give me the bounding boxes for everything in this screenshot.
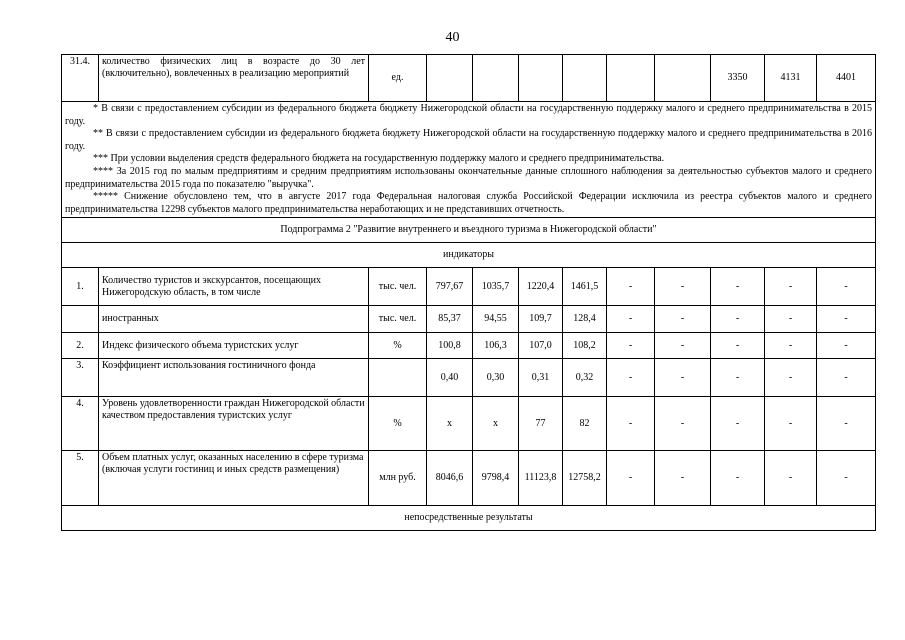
row-value: - [607,306,655,333]
row-value: - [711,268,765,306]
row-value: - [711,451,765,506]
footnote: **** За 2015 год по малым предприятиям и средним предприятиям использованы окончательные данные сплошного наблюдения за деятельностью субъектов малого и среднего предпринимательства 2015 года по показателю "выручка". [65,165,872,190]
row-unit [369,359,427,397]
row-value: - [817,333,876,359]
row-value: 4401 [817,55,876,102]
row-value: - [655,306,711,333]
row-value: - [765,397,817,451]
row-value [519,55,563,102]
row-value: - [711,306,765,333]
row-name: иностранных [99,306,369,333]
row-value: 1461,5 [563,268,607,306]
footnote: *** При условии выделения средств федерального бюджета на государственную поддержку малого и среднего предпринимательства. [93,153,665,165]
row-value: - [607,333,655,359]
row-value: 128,4 [563,306,607,333]
table-row [62,333,876,359]
row-value: 4131 [765,55,817,102]
row-name: Количество туристов и экскурсантов, посещающих Нижегородскую область, в том числе [99,268,369,306]
row-value: - [765,451,817,506]
row-value: 109,7 [519,306,563,333]
row-value: - [711,333,765,359]
subprogram-row [62,218,876,243]
row-unit: % [369,397,427,451]
row-name: Коэффициент использования гостиничного фонда [99,359,369,397]
row-value: - [765,268,817,306]
row-value: 11123,8 [519,451,563,506]
row-name: Объем платных услуг, оказанных населению в сфере туризма (включая услуги гостиниц и иных средств размещения) [99,451,369,506]
row-number: 1. [62,268,99,306]
row-unit: тыс. чел. [369,306,427,333]
row-value [607,55,655,102]
row-value: 8046,6 [427,451,473,506]
row-number: 3. [62,359,99,397]
row-value: - [711,359,765,397]
row-value: 3350 [711,55,765,102]
row-number: 4. [62,397,99,451]
row-value: 797,67 [427,268,473,306]
row-value: - [655,359,711,397]
direct-results-row [62,506,876,531]
table-row-31-4 [62,55,876,102]
row-value: - [655,397,711,451]
row-unit: % [369,333,427,359]
row-value: - [655,451,711,506]
row-value: 1035,7 [473,268,519,306]
table-row [62,359,876,397]
table-row [62,268,876,306]
row-value: - [711,397,765,451]
row-value: - [817,451,876,506]
row-number [62,306,99,333]
row-value: - [607,268,655,306]
footnotes [62,102,876,218]
row-number: 31.4. [62,55,99,102]
subprogram-title: Подпрограмма 2 "Развитие внутреннего и въездного туризма в Нижегородской области" [62,218,876,243]
row-value: х [427,397,473,451]
table-row [62,451,876,506]
row-value: 0,30 [473,359,519,397]
row-value: - [607,397,655,451]
row-value: 0,40 [427,359,473,397]
row-value [563,55,607,102]
direct-results-label: непосредственные результаты [62,506,876,531]
row-value: - [817,306,876,333]
row-value: - [765,306,817,333]
row-value: 77 [519,397,563,451]
row-number: 2. [62,333,99,359]
row-value: 82 [563,397,607,451]
row-number: 5. [62,451,99,506]
row-name: Уровень удовлетворенности граждан Нижегородской области качеством предоставления туристских услуг [99,397,369,451]
row-value: х [473,397,519,451]
row-value [655,55,711,102]
row-value: 0,32 [563,359,607,397]
indicators-table [61,54,876,531]
row-value: 9798,4 [473,451,519,506]
row-value: - [765,333,817,359]
row-value: 1220,4 [519,268,563,306]
row-value: 85,37 [427,306,473,333]
row-value: - [655,268,711,306]
table-row [62,397,876,451]
row-unit: ед. [369,55,427,102]
page-number: 40 [445,30,460,45]
row-unit: тыс. чел. [369,268,427,306]
row-value: - [817,359,876,397]
row-value: 108,2 [563,333,607,359]
table-row [62,306,876,333]
row-value: - [607,451,655,506]
row-value: 12758,2 [563,451,607,506]
row-name: количество физических лиц в возрасте до 30 лет (включительно), вовлеченных в реализацию мероприятий [99,55,369,102]
row-value: - [765,359,817,397]
row-value: - [817,397,876,451]
row-name: Индекс физического объема туристских услуг [99,333,369,359]
indicators-label: индикаторы [62,243,876,268]
row-value: - [655,333,711,359]
footnote: ***** Снижение обусловлено тем, что в августе 2017 года Федеральная налоговая служба Российской Федерации исключила из реестра субъектов малого и среднего предпринимательства 12298 субъектов малого предпринимательства неработающих и не представивших отчетность. [65,191,872,215]
row-value: - [607,359,655,397]
indicators-header-row [62,243,876,268]
row-unit: млн руб. [369,451,427,506]
footnote: * В связи с предоставлением субсидии из федерального бюджета бюджету Нижегородской области на государственную поддержку малого и среднего предпринимательства в 2015 году. [65,103,872,127]
footnote: ** В связи с предоставлением субсидии из федерального бюджета бюджету Нижегородской области на государственную поддержку малого и среднего предпринимательства в 2016 году. [65,128,872,152]
row-value: 94,55 [473,306,519,333]
row-value: 100,8 [427,333,473,359]
notes-row [62,102,876,218]
row-value: - [817,268,876,306]
row-value: 0,31 [519,359,563,397]
row-value [473,55,519,102]
row-value: 106,3 [473,333,519,359]
row-value: 107,0 [519,333,563,359]
row-value [427,55,473,102]
